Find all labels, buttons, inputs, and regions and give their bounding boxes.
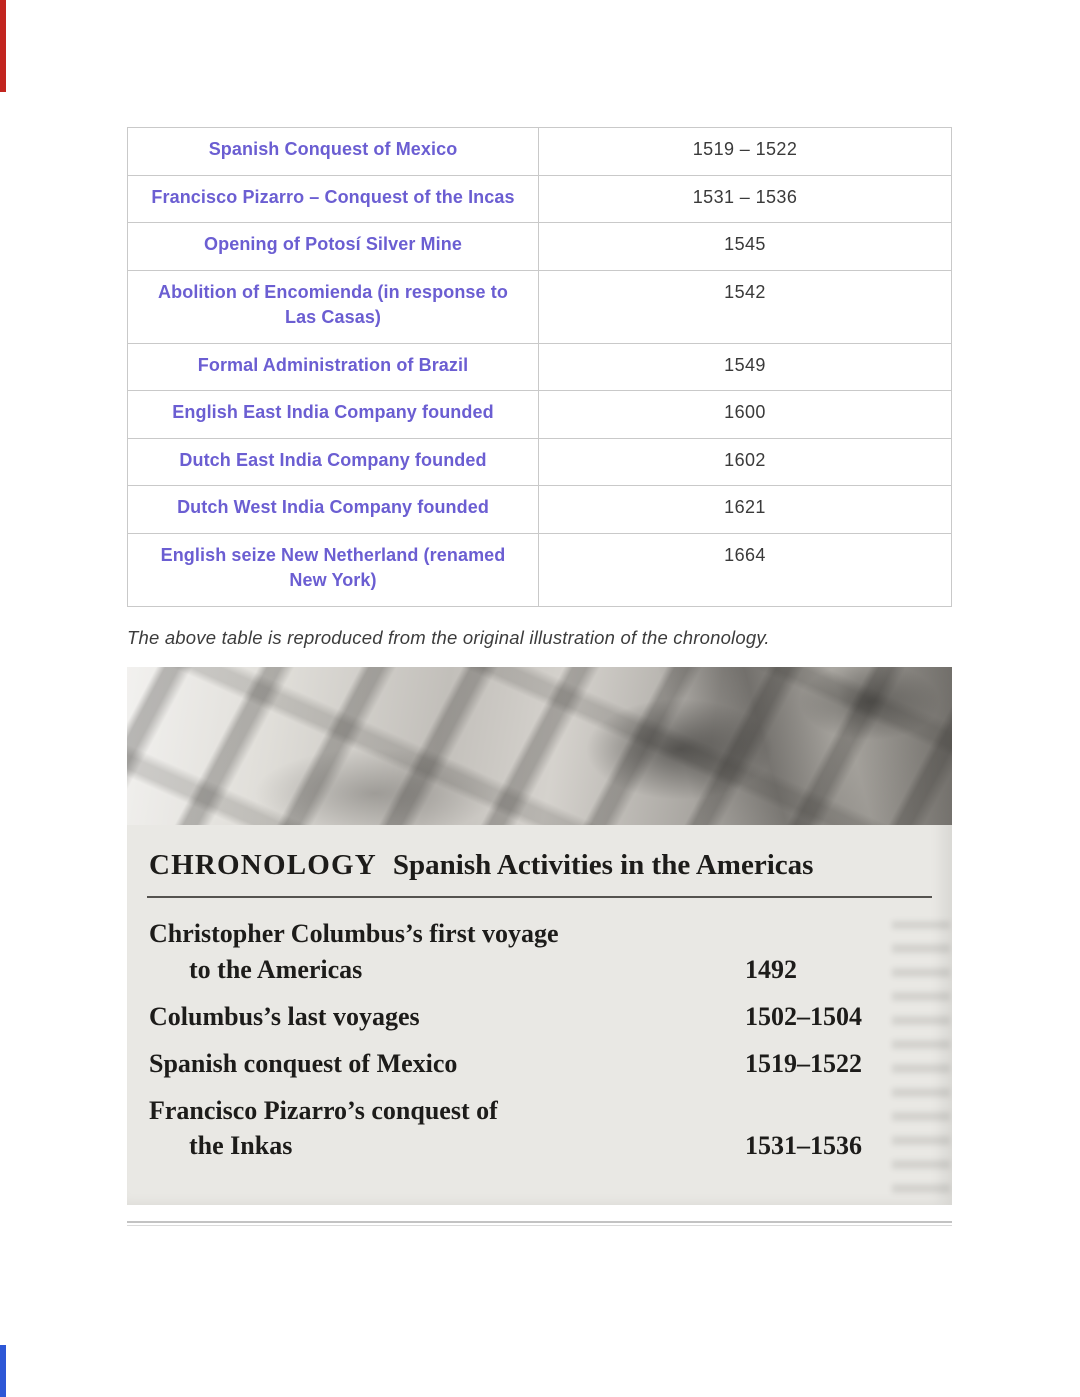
event-cell: Formal Administration of Brazil [128, 343, 539, 391]
entry-date: 1492 [745, 954, 797, 984]
scan-paper [127, 825, 952, 1205]
page-edge-mark-red [0, 0, 6, 92]
date-cell: 1545 [539, 223, 952, 271]
date-cell: 1600 [539, 391, 952, 439]
texture-artwork [127, 667, 952, 825]
entry-event [149, 916, 745, 988]
entry-line-2: the Inkas [189, 1131, 293, 1161]
table-row [128, 391, 952, 439]
table-caption: The above table is reproduced from the original illustration of the chronology. [127, 627, 770, 649]
entry-event [149, 1093, 745, 1165]
chronology-table [127, 127, 952, 607]
table-row [128, 223, 952, 271]
table-row [128, 438, 952, 486]
chronology-heading [145, 849, 934, 882]
entry-date: 1519–1522 [745, 1048, 862, 1078]
table-row [128, 533, 952, 606]
event-cell: English seize New Netherland (renamed New York) [128, 533, 539, 606]
entry-date: 1502–1504 [745, 1001, 862, 1031]
table-row [128, 175, 952, 223]
chronology-entries [145, 916, 934, 1164]
table-row [128, 343, 952, 391]
entry-line-1: Christopher Columbus’s first voyage [149, 919, 559, 949]
document-content [127, 127, 952, 1226]
chronology-heading-label: CHRONOLOGY [149, 849, 377, 882]
entry-event [149, 1046, 745, 1082]
entry-line-1: Columbus’s last voyages [149, 1001, 420, 1031]
entry-event [149, 999, 745, 1035]
page-edge-mark-blue [0, 1345, 6, 1397]
chronology-entry [149, 916, 930, 988]
event-cell: Dutch East India Company founded [128, 438, 539, 486]
scanned-chronology-image [127, 667, 952, 1205]
chronology-entry [149, 1046, 930, 1082]
date-cell: 1519 – 1522 [539, 128, 952, 176]
table-row [128, 486, 952, 534]
table-row [128, 128, 952, 176]
chronology-entry [149, 1093, 930, 1165]
entry-line-1: Francisco Pizarro’s conquest of [149, 1095, 498, 1125]
date-cell: 1542 [539, 270, 952, 343]
date-cell: 1664 [539, 533, 952, 606]
event-cell: Abolition of Encomienda (in response to Las Casas) [128, 270, 539, 343]
date-cell: 1531 – 1536 [539, 175, 952, 223]
chronology-heading-title: Spanish Activities in the Americas [392, 849, 814, 882]
chronology-entry [149, 999, 930, 1035]
event-cell: Francisco Pizarro – Conquest of the Incas [128, 175, 539, 223]
table-row [128, 270, 952, 343]
event-cell: Dutch West India Company founded [128, 486, 539, 534]
event-cell: English East India Company founded [128, 391, 539, 439]
entry-date: 1531–1536 [745, 1131, 862, 1161]
date-cell: 1549 [539, 343, 952, 391]
date-cell: 1602 [539, 438, 952, 486]
date-cell: 1621 [539, 486, 952, 534]
section-divider [127, 1221, 952, 1226]
heading-rule [147, 896, 932, 898]
entry-line-1: Spanish conquest of Mexico [149, 1048, 458, 1078]
event-cell: Opening of Potosí Silver Mine [128, 223, 539, 271]
event-cell: Spanish Conquest of Mexico [128, 128, 539, 176]
entry-line-2: to the Americas [189, 954, 363, 984]
